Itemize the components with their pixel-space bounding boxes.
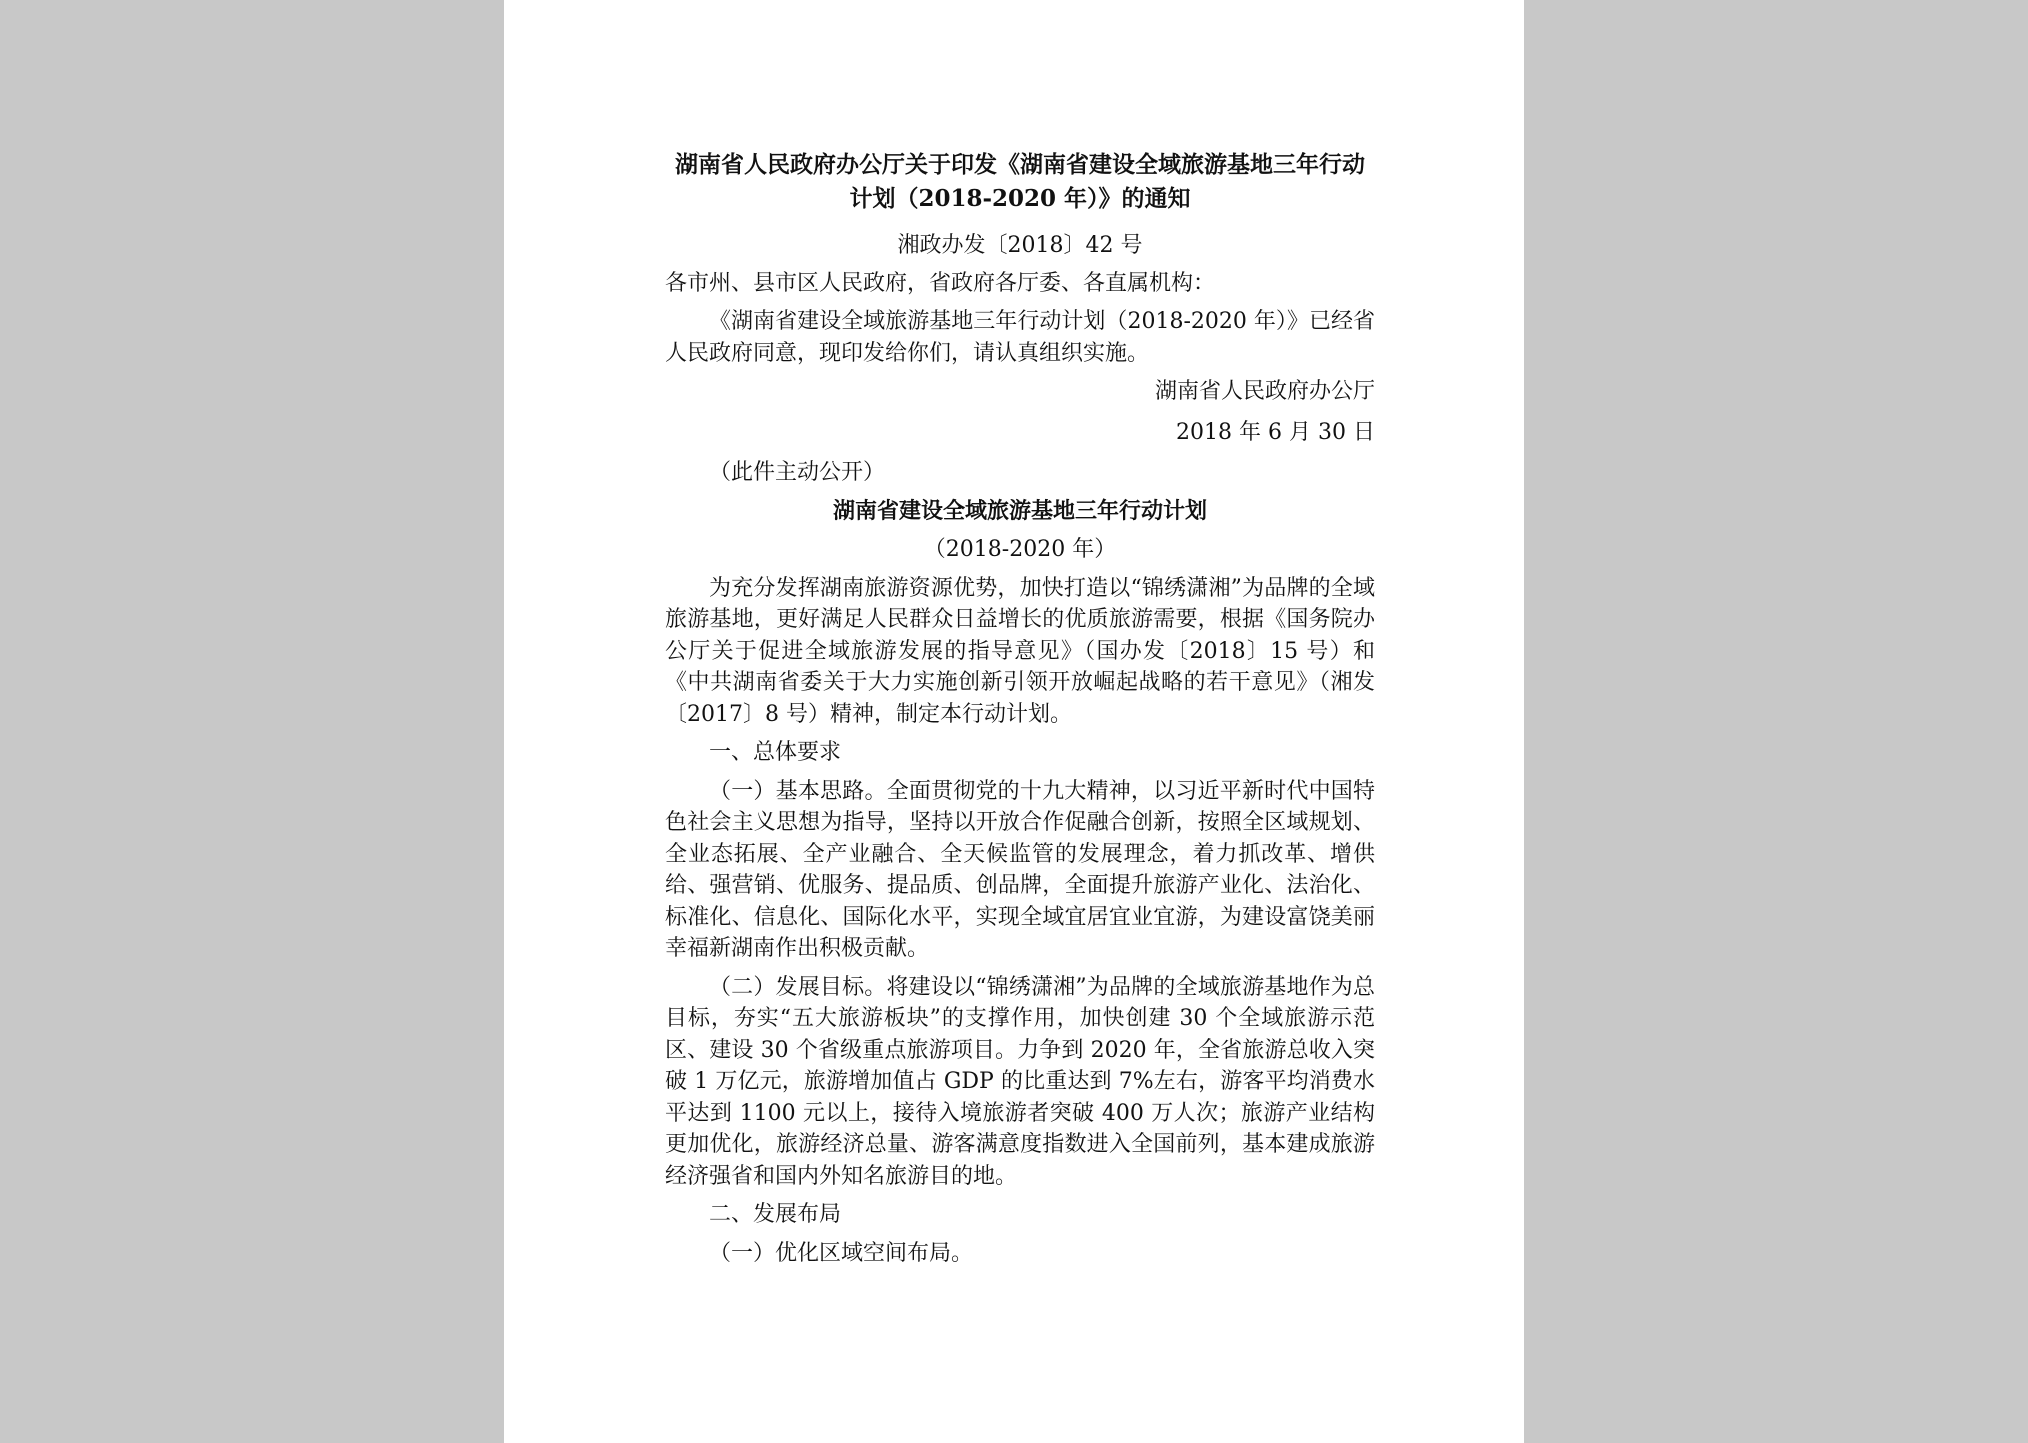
- document-page: [504, 0, 1524, 1443]
- plan-years: （2018-2020 年）: [923, 537, 1117, 562]
- document-title: 湖南省人民政府办公厅关于印发《湖南省建设全域旅游基地三年行动计划（2018-2020 年）》的通知: [675, 151, 1365, 212]
- issue-date: 2018 年 6 月 30 日: [1176, 419, 1375, 445]
- document-number: 湘政办发〔2018〕42 号: [897, 233, 1143, 258]
- section-heading-1: 一、总体要求: [709, 740, 842, 765]
- section1-paragraph-1: （一）基本思路。全面贯彻党的十九大精神，以习近平新时代中国特色社会主义思想为指导，坚持以开放合作促融合创新，按照全区域规划、全业态拓展、全产业融合、全天候监管的发展理念，着力抓改革、增供给、强营销、优服务、提品质、创品牌，全面提升旅游产业化、法治化、标准化、信息化、国际化水平，实现全域宜居宜业宜游，为建设富饶美丽幸福新湖南作出积极贡献。: [665, 778, 1375, 961]
- addressee: 各市州、县市区人民政府，省政府各厅委、各直属机构：: [665, 270, 1216, 296]
- preamble-paragraph: 为充分发挥湖南旅游资源优势，加快打造以“锦绣潇湘”为品牌的全域旅游基地，更好满足人民群众日益增长的优质旅游需要，根据《国务院办公厅关于促进全域旅游发展的指导意见》（国办发〔2018〕15 号）和《中共湖南省委关于大力实施创新引领开放崛起战略的若干意见》（湘发〔2017〕8 号）精神，制定本行动计划。: [665, 575, 1375, 727]
- issuer: 湖南省人民政府办公厅: [1154, 379, 1375, 404]
- section1-paragraph-2: （二）发展目标。将建设以“锦绣潇湘”为品牌的全域旅游基地作为总目标，夯实“五大旅游板块”的支撑作用，加快创建 30 个全域旅游示范区、建设 30 个省级重点旅游项目。力争到 2020 年，全省旅游总收入突破 1 万亿元，旅游增加值占 GDP 的比重达到 7%左右，游客平均消费水平达到 1100 元以上，接待入境旅游者突破 400 万人次；旅游产业结构更加优化，旅游经济总量、游客满意度指数进入全国前列，基本建成旅游经济强省和国内外知名旅游目的地。: [665, 974, 1375, 1189]
- document-body: [665, 148, 1375, 1276]
- intro-paragraph: 《湖南省建设全域旅游基地三年行动计划（2018-2020 年）》已经省人民政府同意，现印发给你们，请认真组织实施。: [665, 309, 1375, 366]
- section2-paragraph-1: （一）优化区域空间布局。: [709, 1240, 974, 1266]
- section-heading-2: 二、发展布局: [709, 1202, 842, 1227]
- public-note: （此件主动公开）: [709, 460, 886, 485]
- plan-title: 湖南省建设全域旅游基地三年行动计划: [832, 497, 1207, 524]
